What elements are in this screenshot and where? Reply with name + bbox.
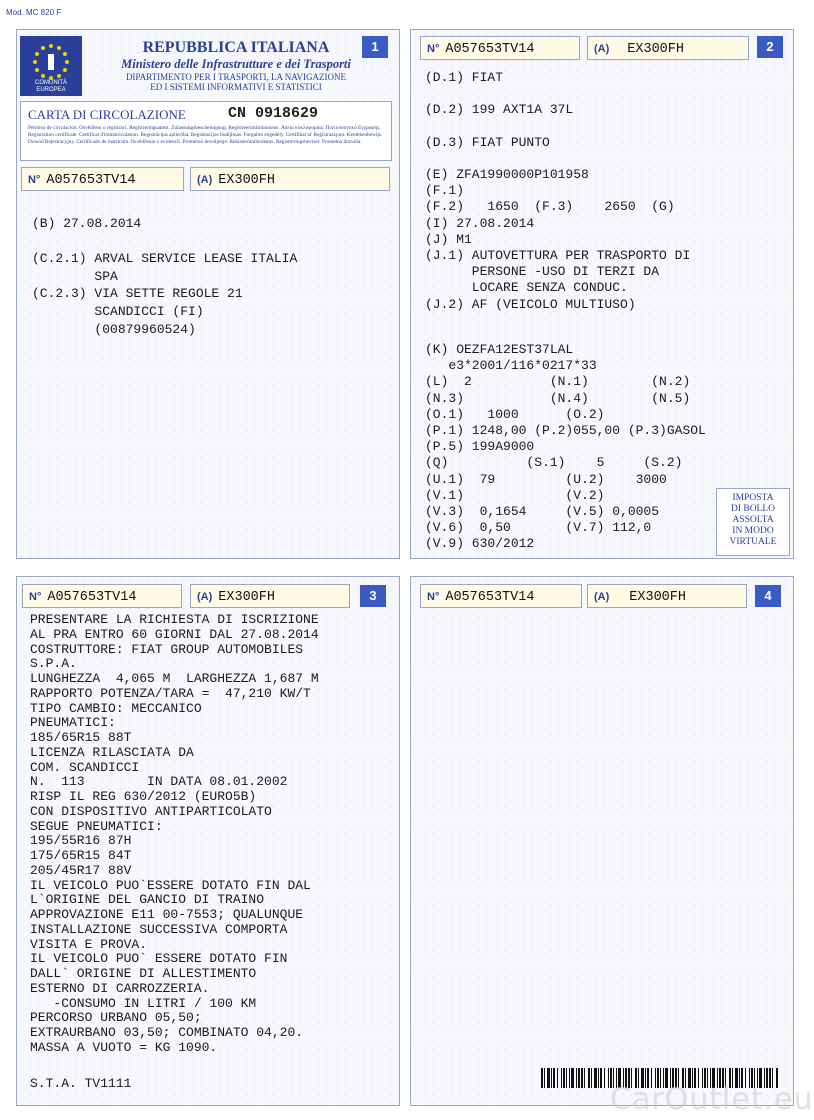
text-line: SEGUE PNEUMATICI: <box>30 818 163 834</box>
n-value: A057653TV14 <box>47 590 137 605</box>
a-value: EX300FH <box>218 173 275 188</box>
barcode-bar <box>608 1068 609 1088</box>
text-line: 175/65R15 84T <box>30 848 132 863</box>
text-line: (O.1) 1000 (O.2) <box>425 406 605 422</box>
text-line: PRESENTARE LA RICHIESTA DI ISCRIZIONE <box>30 612 319 627</box>
barcode-bar <box>544 1068 545 1088</box>
stamp-line: IN MODO <box>732 526 774 536</box>
text-line: (P.1) 1248,00 (P.2)055,00 (P.3)GASOL <box>425 423 706 438</box>
a-value: EX300FH <box>627 42 684 57</box>
plate-number-box-3 <box>22 584 182 608</box>
text-line: 205/45R17 88V <box>30 862 132 878</box>
text-line: (J.1) AUTOVETTURA PER TRASPORTO DI <box>425 248 691 263</box>
text-line: 195/55R16 87H <box>30 833 132 849</box>
barcode-bar <box>541 1068 543 1088</box>
barcode-bar <box>588 1068 590 1088</box>
text-line: COSTRUTTORE: FIAT GROUP AUTOMOBILES <box>30 641 304 657</box>
tax-stamp <box>716 488 790 556</box>
text-line: ESTERNO DI CARROZZERIA. <box>30 980 210 996</box>
department-line-2: ED I SISTEMI INFORMATIVI E STATISTICI <box>150 82 322 92</box>
a-label: (A) <box>594 43 610 55</box>
text-line: (C.2.1) ARVAL SERVICE LEASE ITALIA <box>32 251 298 267</box>
panel-4 <box>410 576 794 1106</box>
text-line: CON DISPOSITIVO ANTIPARTICOLATO <box>30 803 272 819</box>
watermark: CarOutlet.eu <box>610 1082 814 1117</box>
barcode-bar <box>604 1068 605 1088</box>
text-line: (Q) (S.1) 5 (S.2) <box>425 455 683 471</box>
a-box-2 <box>587 36 749 60</box>
text-line: APPROVAZIONE E11 00-7553; QUALUNQUE <box>30 907 304 922</box>
text-line: (K) OEZFA12EST37LAL <box>425 342 574 357</box>
text-line: (P.5) 199A9000 <box>425 439 535 455</box>
plate-number-box-1 <box>21 167 184 191</box>
stamp-line: VIRTUALE <box>729 537 777 547</box>
n-label: N° <box>28 174 41 186</box>
text-line: SPA <box>32 268 118 284</box>
text-line: S.P.A. <box>30 656 77 672</box>
text-line: RAPPORTO POTENZA/TARA = 47,210 KW/T <box>30 685 311 701</box>
a-box-3 <box>190 584 350 608</box>
text-line: (L) 2 (N.1) (N.2) <box>425 374 691 390</box>
eu-emblem <box>20 36 82 96</box>
barcode-bar <box>584 1068 585 1088</box>
text-line: (E) ZFA1990000P101958 <box>425 167 589 182</box>
card-title-box <box>20 101 392 161</box>
a-label: (A) <box>197 591 213 603</box>
text-line: (V.6) 0,50 (V.7) 112,0 <box>425 520 652 536</box>
text-line: AL PRA ENTRO 60 GIORNI DAL 27.08.2014 <box>30 626 319 642</box>
text-line: (D.1) FIAT <box>425 70 504 85</box>
barcode-bar <box>566 1068 567 1088</box>
card-languages: Permiso de circulación. Osvědčení o registraci. Registreringsattest. Zulassungsbescheinigung. Registreerimistunnistus. Άδεια κυκλοφορίας. Πιστοποιητικό Εγγραφής. Registration certificate. Certificat d'immatriculation. Registrācijas apliecība. Registracijos liudijimas. Forgalmi engedély. Certifikat ta' Reġistrazzjoni. Kentekenbewijs. Dowód Rejestracyjny. Certificado de matrícula. Osvědčenie o evidencii. Prometno dovoljenje. Rekisteröintitodistus. Registreringsbeviset. Prometna dozvola. <box>28 125 383 145</box>
a-box-1 <box>190 167 390 191</box>
panel-number-3: 3 <box>360 585 386 607</box>
republic-header <box>86 36 386 96</box>
stamp-line: ASSOLTA <box>732 515 774 525</box>
eu-label: COMUNITÀ EUROPEA <box>35 80 67 93</box>
n-label: N° <box>29 591 42 603</box>
text-line: LICENZA RILASCIATA DA <box>30 744 194 760</box>
stamp-line: IMPOSTA <box>732 493 774 503</box>
text-line: COM. SCANDICCI <box>30 759 140 775</box>
text-line: TIPO CAMBIO: MECCANICO <box>30 700 202 716</box>
text-line: (V.1) (V.2) <box>425 487 605 503</box>
text-line: RISP IL REG 630/2012 (EURO5B) <box>30 789 257 804</box>
text-line: N. 113 IN DATA 08.01.2002 <box>30 774 288 790</box>
text-line: PNEUMATICI: <box>30 715 116 731</box>
text-line: (D.2) 199 AXT1A 37L <box>425 102 574 117</box>
barcode-bar <box>561 1068 562 1088</box>
text-line: LUNGHEZZA 4,065 M LARGHEZZA 1,687 M <box>30 671 319 686</box>
n-value: A057653TV14 <box>46 173 136 188</box>
text-line: EXTRAURBANO 03,50; COMBINATO 04,20. <box>30 1025 304 1040</box>
republic-title: REPUBBLICA ITALIANA <box>142 39 330 56</box>
panel-number-4: 4 <box>755 585 781 607</box>
text-line: L`ORIGINE DEL GANCIO DI TRAINO <box>30 892 265 908</box>
text-line: (F.2) 1650 (F.3) 2650 (G) <box>425 199 675 215</box>
plate-number-box-2 <box>420 36 580 60</box>
barcode-bar <box>557 1068 558 1088</box>
text-line: (00879960524) <box>32 321 196 337</box>
text-line: PERCORSO URBANO 05,50; <box>30 1010 202 1026</box>
n-label: N° <box>427 591 440 603</box>
text-line: e3*2001/116*0217*33 <box>425 358 597 374</box>
text-line: (U.1) 79 (U.2) 3000 <box>425 471 667 487</box>
barcode-bar <box>581 1068 583 1088</box>
text-line: IL VEICOLO PUO`ESSERE DOTATO FIN DAL <box>30 877 311 893</box>
eu-stars-icon <box>31 42 71 82</box>
department-line-1: DIPARTIMENTO PER I TRASPORTI, LA NAVIGAZIONE <box>125 72 347 82</box>
text-line: MASSA A VUOTO = KG 1090. <box>30 1039 218 1055</box>
barcode-bar <box>578 1068 580 1088</box>
card-title: CARTA DI CIRCOLAZIONE <box>28 107 186 122</box>
n-value: A057653TV14 <box>445 42 535 57</box>
model-code: Mod. MC 820 F <box>6 8 62 17</box>
text-line: DALL` ORIGINE DI ALLESTIMENTO <box>30 966 257 981</box>
n-value: A057653TV14 <box>445 590 535 605</box>
text-line: (J) M1 <box>425 231 472 247</box>
text-line: INSTALLAZIONE SUCCESSIVA COMPORTA <box>30 921 288 937</box>
text-line: PERSONE -USO DI TERZI DA <box>425 264 660 280</box>
barcode-bar <box>598 1068 599 1088</box>
text-line: (B) 27.08.2014 <box>32 216 142 231</box>
text-line: -CONSUMO IN LITRI / 100 KM <box>30 995 257 1011</box>
text-line: (D.3) FIAT PUNTO <box>425 135 550 150</box>
a-label: (A) <box>594 591 610 603</box>
text-line: IL VEICOLO PUO` ESSERE DOTATO FIN <box>30 951 288 967</box>
text-line: (I) 27.08.2014 <box>425 215 535 231</box>
a-box-4 <box>587 584 747 608</box>
text-line: (F.1) <box>425 183 465 199</box>
sta-footer: S.T.A. TV1111 <box>30 1076 132 1091</box>
stamp-line: DI BOLLO <box>730 504 776 514</box>
barcode-bar <box>551 1068 552 1088</box>
text-line: SCANDICCI (FI) <box>32 304 204 319</box>
text-line: (V.9) 630/2012 <box>425 536 535 552</box>
barcode-bar <box>591 1068 592 1088</box>
barcode-bar <box>563 1068 565 1088</box>
ministry-name: Ministero delle Infrastrutture e dei Trasporti <box>121 57 351 71</box>
barcode-bar <box>600 1068 602 1088</box>
plate-number-box-4 <box>420 584 582 608</box>
barcode-bar <box>569 1068 570 1088</box>
barcode-bar <box>594 1068 597 1088</box>
n-label: N° <box>427 43 440 55</box>
barcode-bar <box>553 1068 555 1088</box>
text-line: (C.2.3) VIA SETTE REGOLE 21 <box>32 286 243 302</box>
text-line: VISITA E PROVA. <box>30 936 148 952</box>
barcode-bar <box>571 1068 574 1088</box>
a-label: (A) <box>197 174 213 186</box>
card-number: CN 0918629 <box>228 105 319 122</box>
text-line: 185/65R15 88T <box>30 730 132 745</box>
panel-number-2: 2 <box>757 36 783 58</box>
panel-number-1: 1 <box>362 36 388 58</box>
text-line: (V.3) 0,1654 (V.5) 0,0005 <box>425 504 660 519</box>
a-value: EX300FH <box>629 590 686 605</box>
text-line: (J.2) AF (VEICOLO MULTIUSO) <box>425 296 636 312</box>
barcode-bar <box>547 1068 550 1088</box>
a-value: EX300FH <box>218 590 275 605</box>
text-line: LOCARE SENZA CONDUC. <box>425 280 628 296</box>
text-line: (N.3) (N.4) (N.5) <box>425 390 691 406</box>
barcode-bar <box>576 1068 577 1088</box>
